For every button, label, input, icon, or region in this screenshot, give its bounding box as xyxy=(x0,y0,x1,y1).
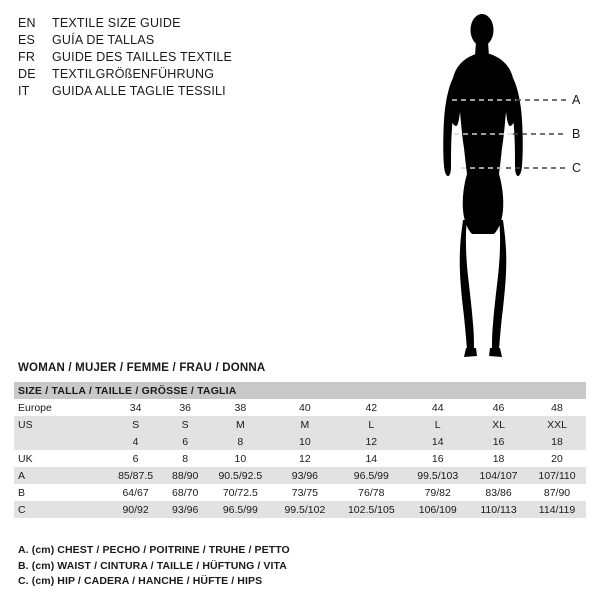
table-cell: 68/70 xyxy=(163,484,207,501)
table-cell: 96.5/99 xyxy=(207,501,273,518)
table-cell: 6 xyxy=(108,450,163,467)
table-cell: 70/72.5 xyxy=(207,484,273,501)
row-label xyxy=(14,433,108,450)
size-table xyxy=(14,382,586,518)
table-cell: S xyxy=(163,416,207,433)
table-cell: 106/109 xyxy=(406,501,469,518)
table-cell: 93/96 xyxy=(163,501,207,518)
table-cell: 85/87.5 xyxy=(108,467,163,484)
table-header-label: SIZE / TALLA / TAILLE / GRÖSSE / TAGLIA xyxy=(14,382,586,399)
table-cell: 96.5/99 xyxy=(336,467,406,484)
table-cell: 36 xyxy=(163,399,207,416)
table-cell: 10 xyxy=(207,450,273,467)
language-row-en xyxy=(18,16,318,33)
table-cell: 42 xyxy=(336,399,406,416)
table-cell: M xyxy=(274,416,337,433)
table-cell: 12 xyxy=(336,433,406,450)
language-row-es xyxy=(18,33,318,50)
language-row-it xyxy=(18,84,318,101)
language-code: ES xyxy=(18,33,36,47)
measure-label-c: C xyxy=(572,161,582,175)
language-row-de xyxy=(18,67,318,84)
table-cell: 76/78 xyxy=(336,484,406,501)
language-row-fr xyxy=(18,50,318,67)
table-cell: M xyxy=(207,416,273,433)
table-cell: 107/110 xyxy=(528,467,586,484)
table-row xyxy=(14,416,586,433)
table-cell: 90.5/92.5 xyxy=(207,467,273,484)
language-title: GUÍA DE TALLAS xyxy=(52,33,155,47)
table-header-row xyxy=(14,382,586,399)
language-title: TEXTILGRÖßENFÜHRUNG xyxy=(52,67,215,81)
language-title: GUIDE DES TAILLES TEXTILE xyxy=(52,50,233,64)
language-title: TEXTILE SIZE GUIDE xyxy=(52,16,181,30)
table-cell: 12 xyxy=(274,450,337,467)
table-row xyxy=(14,399,586,416)
table-cell: 104/107 xyxy=(469,467,528,484)
table-cell: 87/90 xyxy=(528,484,586,501)
row-label: B xyxy=(14,484,108,501)
table-cell: 110/113 xyxy=(469,501,528,518)
table-caption: WOMAN / MUJER / FEMME / FRAU / DONNA xyxy=(18,362,266,374)
table-row xyxy=(14,450,586,467)
table-cell: L xyxy=(406,416,469,433)
table-row xyxy=(14,433,586,450)
table-row xyxy=(14,501,586,518)
table-cell: 99.5/102 xyxy=(274,501,337,518)
row-label: UK xyxy=(14,450,108,467)
table-cell: 73/75 xyxy=(274,484,337,501)
language-code: FR xyxy=(18,50,36,64)
table-cell: 14 xyxy=(406,433,469,450)
table-cell: 6 xyxy=(163,433,207,450)
table-cell: 64/67 xyxy=(108,484,163,501)
measure-label-b: B xyxy=(572,127,581,141)
table-cell: 99.5/103 xyxy=(406,467,469,484)
table-cell: 38 xyxy=(207,399,273,416)
language-title-block xyxy=(18,16,318,101)
table-cell: 83/86 xyxy=(469,484,528,501)
measure-label-a: A xyxy=(572,93,581,107)
table-cell: L xyxy=(336,416,406,433)
table-cell: 10 xyxy=(274,433,337,450)
table-cell: 102.5/105 xyxy=(336,501,406,518)
language-code: DE xyxy=(18,67,36,81)
table-cell: 18 xyxy=(528,433,586,450)
table-cell: 88/90 xyxy=(163,467,207,484)
table-cell: 8 xyxy=(207,433,273,450)
table-row xyxy=(14,484,586,501)
table-row xyxy=(14,467,586,484)
table-cell: 16 xyxy=(406,450,469,467)
table-cell: 16 xyxy=(469,433,528,450)
table-cell: 90/92 xyxy=(108,501,163,518)
note-waist: B. (cm) WAIST / CINTURA / TAILLE / HÜFTUNG / VITA xyxy=(18,559,287,572)
table-cell: 18 xyxy=(469,450,528,467)
row-label: A xyxy=(14,467,108,484)
measurement-notes xyxy=(18,543,578,590)
table-cell: 4 xyxy=(108,433,163,450)
woman-silhouette-figure xyxy=(420,8,590,368)
note-hip: C. (cm) HIP / CADERA / HANCHE / HÜFTE / HIPS xyxy=(18,575,263,587)
table-cell: 114/119 xyxy=(528,501,586,518)
table-cell: 44 xyxy=(406,399,469,416)
row-label: US xyxy=(14,416,108,433)
table-cell: 40 xyxy=(274,399,337,416)
note-chest: A. (cm) CHEST / PECHO / POITRINE / TRUHE / PETTO xyxy=(18,544,290,556)
table-cell: 93/96 xyxy=(274,467,337,484)
table-cell: XXL xyxy=(528,416,586,433)
table-cell: 46 xyxy=(469,399,528,416)
language-code: IT xyxy=(18,84,30,98)
table-cell: S xyxy=(108,416,163,433)
row-label: C xyxy=(14,501,108,518)
table-cell: 48 xyxy=(528,399,586,416)
table-cell: 20 xyxy=(528,450,586,467)
table-cell: 34 xyxy=(108,399,163,416)
row-label: Europe xyxy=(14,399,108,416)
silhouette-body xyxy=(443,14,523,357)
table-cell: 14 xyxy=(336,450,406,467)
table-cell: XL xyxy=(469,416,528,433)
table-cell: 8 xyxy=(163,450,207,467)
language-code: EN xyxy=(18,16,36,30)
table-cell: 79/82 xyxy=(406,484,469,501)
language-title: GUIDA ALLE TAGLIE TESSILI xyxy=(52,84,226,98)
